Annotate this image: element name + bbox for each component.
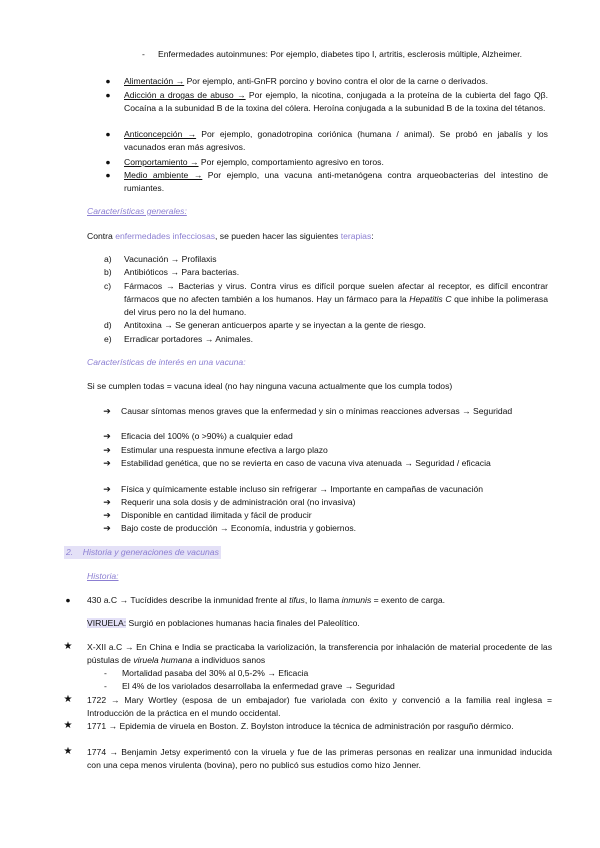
general-item: Erradicar portadores → Animales.: [124, 334, 253, 344]
arrow-bullet-icon: ➔: [103, 445, 111, 455]
bullet: ●: [105, 157, 111, 167]
history-event: 1771 → Epidemia de viruela en Boston. Z. Boylston introduce la técnica de administración por rasguño dérmico.: [87, 721, 514, 731]
list-marker: e): [104, 334, 112, 344]
general-item: Vacunación → Profilaxis: [124, 254, 217, 264]
interest-item: Física y químicamente estable incluso sin refrigerar → Importante en campañas de vacunación: [121, 484, 484, 494]
general-item: Antitoxina → Se generan anticuerpos aparte y se inyectan a la gente de riesgo.: [124, 320, 426, 330]
bullet: ●: [105, 170, 111, 180]
star-bullet-icon: ★: [63, 694, 73, 705]
list-item-adiccion: Adicción a drogas de abuso → Por ejemplo, la nicotina, conjugada a la proteína de la cubierta del fago Qβ. Cocaína a la subunidad B de la toxina del cólera. Heroína conjugada a la subunidad B de la toxina del tétanos.: [124, 90, 548, 113]
sub-list-item: Enfermedades autoinmunes: Por ejemplo, diabetes tipo I, artritis, esclerosis múltiple, Alzheimer.: [158, 49, 522, 59]
section-2-heading: 2. Historia y generaciones de vacunas: [66, 547, 219, 557]
general-intro: Contra enfermedades infecciosas, se pueden hacer las siguientes terapias:: [87, 231, 374, 241]
list-item-alimentacion: Alimentación → Por ejemplo, anti-GnFR porcino y bovino contra el olor de la carne o derivados.: [124, 76, 488, 86]
list-item-medio-ambiente: Medio ambiente → Por ejemplo, una vacuna anti-metanógena contra arqueobacterias del intestino de rumiantes.: [124, 170, 548, 193]
list-marker: d): [104, 320, 112, 330]
star-bullet-icon: ★: [63, 641, 73, 652]
arrow-bullet-icon: ➔: [103, 431, 111, 441]
history-tucidides: 430 a.C → Tucídides describe la inmunidad frente al tifus, lo llama inmunis = exento de carga.: [87, 595, 446, 605]
arrow-bullet-icon: ➔: [103, 406, 111, 416]
sub-bullet-dash: -: [142, 49, 145, 59]
bullet: ●: [105, 129, 111, 139]
interest-item: Estimular una respuesta inmune efectiva a largo plazo: [121, 445, 328, 455]
arrow-bullet-icon: ➔: [103, 497, 111, 507]
interest-heading: Características de interés en una vacuna:: [87, 357, 246, 367]
list-marker: b): [104, 267, 112, 277]
list-item-comportamiento: Comportamiento → Por ejemplo, comportamiento agresivo en toros.: [124, 157, 384, 167]
list-marker: c): [104, 281, 112, 291]
list-marker: a): [104, 254, 112, 264]
list-item-anticoncepcion: Anticoncepción → Por ejemplo, gonadotropina coriónica (humana / animal). Se probó en jabalís y los vacunados eran más agresivos.: [124, 129, 548, 152]
arrow-bullet-icon: ➔: [103, 523, 111, 533]
history-subheading: Historia:: [87, 571, 119, 581]
star-bullet-icon: ★: [63, 720, 73, 731]
history-sub-item: Mortalidad pasaba del 30% al 0,5-2% → Eficacia: [122, 668, 309, 678]
arrow-bullet-icon: ➔: [103, 458, 111, 468]
history-event: 1774 → Benjamin Jetsy experimentó con la viruela y fue de las primeras personas en realizar una inmunidad inducida con una cepa menos virulenta (bovina), pero no publicó sus estudios como hizo Jenner.: [87, 747, 552, 770]
bullet: ●: [105, 90, 111, 100]
bullet: ●: [65, 595, 71, 605]
interest-item: Causar síntomas menos graves que la enfermedad y sin o mínimas reacciones adversas → Seguridad: [121, 406, 513, 416]
history-event: 1722 → Mary Wortley (esposa de un embajador) fue variolada con éxito y convenció a la familia real inglesa = Introducción de la práctica en el mundo occidental.: [87, 695, 552, 718]
arrow-bullet-icon: ➔: [103, 484, 111, 494]
sub-bullet-dash: -: [104, 668, 107, 678]
bullet: ●: [105, 76, 111, 86]
interest-intro: Si se cumplen todas = vacuna ideal (no hay ninguna vacuna actualmente que los cumpla todos): [87, 381, 453, 391]
arrow-bullet-icon: ➔: [103, 510, 111, 520]
general-item: Antibióticos → Para bacterias.: [124, 267, 240, 277]
sub-bullet-dash: -: [104, 681, 107, 691]
history-sub-item: El 4% de los variolados desarrollaba la enfermedad grave → Seguridad: [122, 681, 395, 691]
interest-item: Estabilidad genética, que no se revierta en caso de vacuna viva atenuada → Seguridad / eficacia: [121, 458, 491, 468]
general-item: Fármacos → Bacterias y virus. Contra virus es difícil porque suelen afectar al receptor, es difícil encontrar fármacos que no afecten también a los humanos. Hay un fármaco para la Hepatitis C que inhibe la polimerasa del virus pero no la del humano.: [124, 281, 549, 317]
star-bullet-icon: ★: [63, 746, 73, 757]
interest-item: Requerir una sola dosis y de administración oral (no invasiva): [121, 497, 356, 507]
interest-item: Disponible en cantidad ilimitada y fácil de producir: [121, 510, 312, 520]
interest-item: Eficacia del 100% (o >90%) a cualquier edad: [121, 431, 293, 441]
viruela-line: VIRUELA: Surgió en poblaciones humanas hacia finales del Paleolítico.: [87, 618, 360, 628]
interest-item: Bajo coste de producción → Economía, industria y gobiernos.: [121, 523, 357, 533]
general-heading: Características generales:: [87, 206, 187, 216]
history-variolization: X-XII a.C → En China e India se practicaba la variolización, la transferencia por inhalación de material procedente de las pústulas de viruela humana a individuos sanos: [87, 642, 552, 665]
